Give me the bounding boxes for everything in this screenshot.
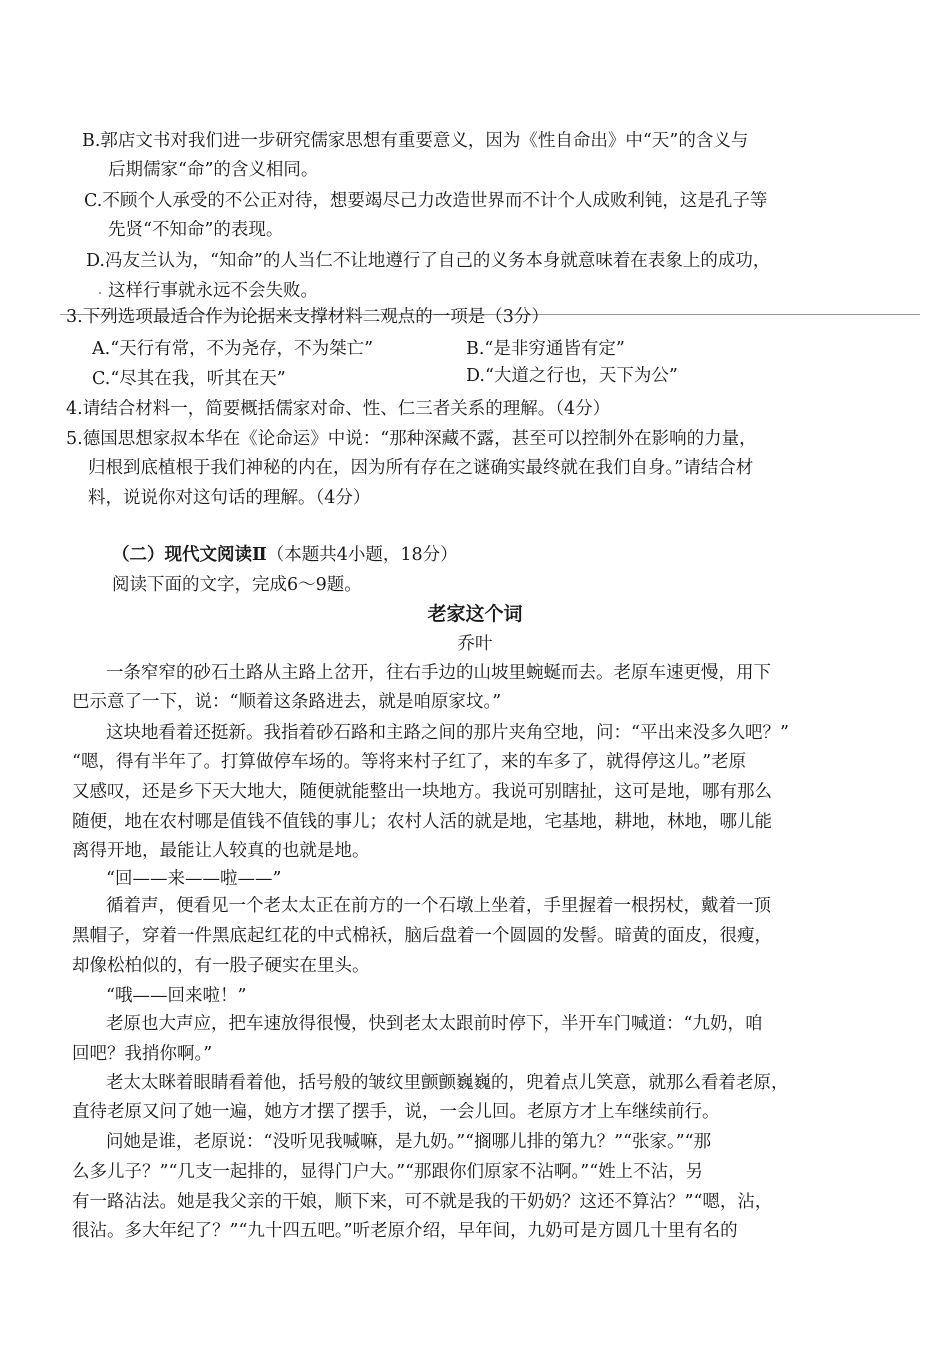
article-line: 黑帽子，穿着一件黑底起红花的中式棉袄，脑后盘着一个圆圆的发髻。暗黄的面皮，很瘦， bbox=[72, 926, 772, 946]
article-line: 循着声，便看见一个老太太正在前方的一个石墩上坐着，手里握着一根拐杖，戴着一顶 bbox=[106, 896, 771, 916]
option-c-line-1: C.不顾个人承受的不公正对待，想要竭尽己力改造世界而不计个人成败利钝，这是孔子等 bbox=[84, 191, 768, 211]
article-line: “回——来——啦——” bbox=[106, 869, 282, 889]
scan-speck bbox=[99, 292, 101, 294]
section-heading bbox=[112, 543, 458, 567]
article-line: 问她是谁，老原说：“没听见我喊嘛，是九奶。”“搁哪儿排的第九？”“张家。”“那 bbox=[106, 1132, 712, 1152]
article-line: 回吧？我捎你啊。” bbox=[72, 1044, 213, 1064]
question-3-option-b: B.“是非穷通皆有定” bbox=[466, 339, 625, 359]
question-5-line-2: 归根到底植根于我们神秘的内在，因为所有存在之谜确实最终就在我们自身。”请结合材 bbox=[88, 458, 754, 478]
question-3-option-a: A.“天行有常，不为尧存，不为桀亡” bbox=[92, 339, 374, 359]
question-5-line-3: 料，说说你对这句话的理解。（4分） bbox=[88, 488, 371, 508]
section-heading-title: （二）现代文阅读Ⅱ bbox=[112, 545, 267, 565]
article-line: 这块地看着还挺新。我指着砂石路和主路之间的那片夹角空地，问：“平出来没多久吧？” bbox=[106, 723, 789, 743]
article-line: 巴示意了一下，说：“顺着这条路进去，就是咱原家坟。” bbox=[72, 692, 502, 712]
article-line: 一条窄窄的砂石土路从主路上岔开，往右手边的山坡里蜿蜒而去。老原车速更慢，用下 bbox=[106, 663, 771, 683]
article-line: 离得开地，最能让人较真的也就是地。 bbox=[72, 841, 370, 861]
article-line: 随便，地在农村哪是值钱不值钱的事儿；农村人活的就是地，宅基地，耕地，林地，哪儿能 bbox=[72, 812, 772, 832]
option-b-line-2: 后期儒家“命”的含义相同。 bbox=[108, 160, 319, 180]
article-line: 老原也大声应，把车速放得很慢，快到老太太跟前时停下，半开车门喊道：“九奶，咱 bbox=[106, 1014, 763, 1034]
article-line: “哦——回来啦！” bbox=[106, 986, 247, 1006]
article-line: 有一路沾法。她是我父亲的干娘，顺下来，可不就是我的干奶奶？这还不算沾？”“嗯，沾， bbox=[72, 1192, 773, 1212]
section-instruction: 阅读下面的文字，完成6～9题。 bbox=[112, 575, 362, 595]
article-title: 老家这个词 bbox=[427, 603, 523, 625]
option-c-line-2: 先贤“不知命”的表现。 bbox=[108, 220, 284, 240]
question-4: 4.请结合材料一，简要概括儒家对命、性、仁三者关系的理解。（4分） bbox=[66, 399, 611, 419]
question-3-option-d: D.“大道之行也，天下为公” bbox=[466, 366, 678, 386]
section-heading-note: （本题共4小题，18分） bbox=[266, 545, 458, 565]
option-d-line-2: 这样行事就永远不会失败。 bbox=[108, 281, 318, 301]
article-author: 乔叶 bbox=[457, 634, 493, 654]
article-line: 却像松柏似的，有一股子硬实在里头。 bbox=[72, 956, 370, 976]
option-d-line-1: D.冯友兰认为，“知命”的人当仁不让地遵行了自己的义务本身就意味着在表象上的成功， bbox=[86, 251, 771, 271]
question-5-line-1: 5.德国思想家叔本华在《论命运》中说：“那种深藏不露，甚至可以控制外在影响的力量， bbox=[66, 429, 757, 449]
article-line: 么多儿子？”“几支一起排的，显得门户大。”“那跟你们原家不沾啊。”“姓上不沾，另 bbox=[72, 1162, 704, 1182]
article-line: “嗯，得有半年了。打算做停车场的。等将来村子红了，来的车多了，就得停这儿。”老原 bbox=[72, 752, 747, 772]
article-line: 直待老原又问了她一遍，她方才摆了摆手，说，一会儿回。老原方才上车继续前行。 bbox=[72, 1102, 720, 1122]
article-line: 老太太眯着眼睛看着他，括号般的皱纹里颤颤巍巍的，兜着点儿笑意，就那么看着老原， bbox=[106, 1073, 789, 1093]
question-3-option-c: C.“尽其在我，听其在天” bbox=[92, 369, 286, 389]
option-b-line-1: B.郭店文书对我们进一步研究儒家思想有重要意义，因为《性自命出》中“天”的含义与 bbox=[82, 131, 749, 151]
question-3-stem: 3.下列选项最适合作为论据来支撑材料二观点的一项是（3分） bbox=[66, 307, 549, 327]
article-line: 又感叹，还是乡下天大地大，随便就能整出一块地方。我说可别瞎扯，这可是地，哪有那么 bbox=[72, 782, 772, 802]
article-line: 很沾。多大年纪了？”“九十四五吧。”听老原介绍，早年间，九奶可是方圆几十里有名的 bbox=[72, 1221, 738, 1241]
